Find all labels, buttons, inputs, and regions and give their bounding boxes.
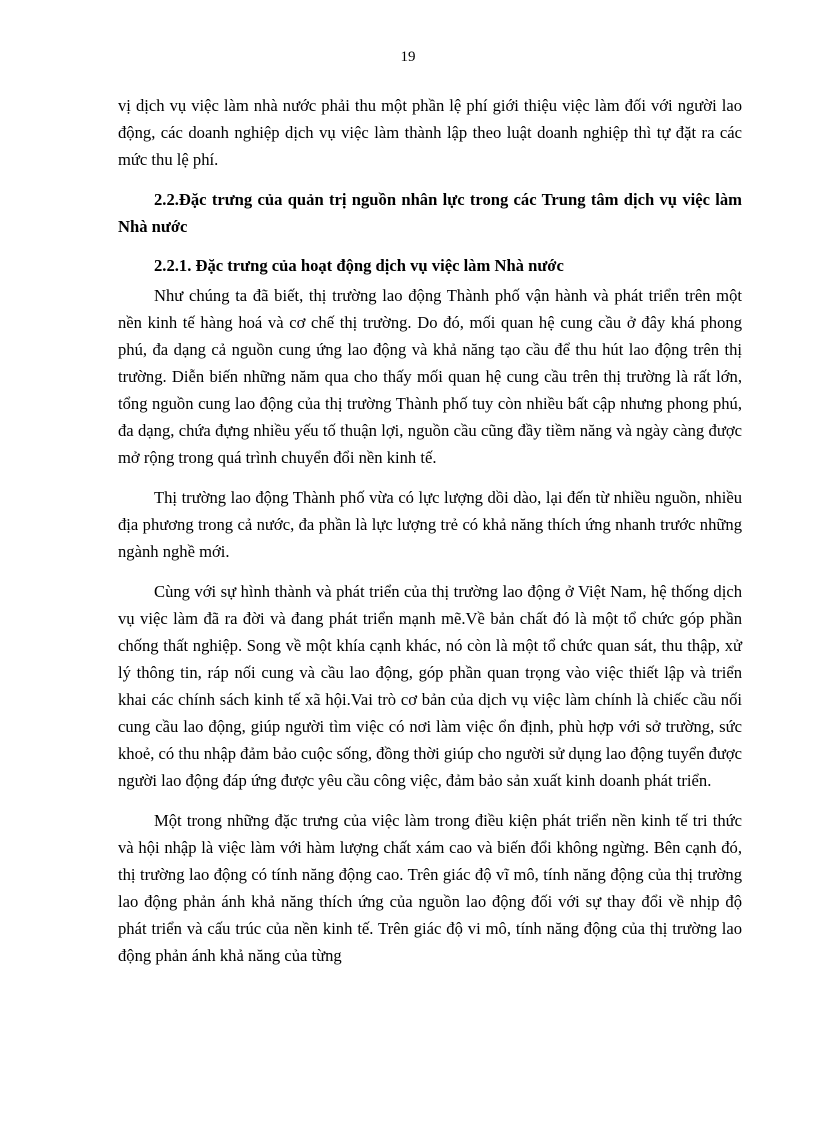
paragraph-employment-services: Cùng với sự hình thành và phát triển của thị trường lao động ở Việt Nam, hệ thống dịch vụ việc làm đã ra đời và đang phát triển mạnh mẽ.Về bản chất đó là một tổ chức góp phần chống thất nghiệp. Song về một khía cạnh khác, nó còn là một tổ chức quan sát, thu thập, xử lý thông tin, ráp nối cung và cầu lao động, góp phần quan trọng vào việc thiết lập và triển khai các chính sách kinh tế xã hội.Vai trò cơ bản của dịch vụ việc làm chính là chiếc cầu nối cung cầu lao động, giúp người tìm việc có nơi làm việc ổn định, phù hợp với sở trường, sức khoẻ, có thu nhập đảm bảo cuộc sống, đồng thời giúp cho người sử dụng lao động tuyển được người lao động đáp ứng được yêu cầu công việc, đảm bảo sản xuất kinh doanh phát triển. <box>118 582 742 790</box>
paragraph-labor-force: Thị trường lao động Thành phố vừa có lực lượng dồi dào, lại đến từ nhiều nguồn, nhiều địa phương trong cả nước, đa phần là lực lượng trẻ có khả năng thích ứng nhanh trước những ngành nghề mới. <box>118 488 742 561</box>
paragraph-knowledge-economy: Một trong những đặc trưng của việc làm trong điều kiện phát triển nền kinh tế tri thức và hội nhập là việc làm với hàm lượng chất xám cao và biến đổi không ngừng. Bên cạnh đó, thị trường lao động có tính năng động cao. Trên giác độ vĩ mô, tính năng động của thị trường lao động phản ánh khả năng thích ứng của nguồn lao động đối với sự thay đổi về nhịp độ phát triển và cấu trúc của nền kinh tế. Trên giác độ vi mô, tính năng động của thị trường lao động phản ánh khả năng của từng <box>118 811 742 965</box>
subsection-heading-2-2-1: 2.2.1. Đặc trưng của hoạt động dịch vụ việc làm Nhà nước <box>154 256 564 275</box>
page-body <box>118 92 742 969</box>
paragraph-continued: vị dịch vụ việc làm nhà nước phải thu một phần lệ phí giới thiệu việc làm đối với người lao động, các doanh nghiệp dịch vụ việc làm thành lập theo luật doanh nghiệp thì tự đặt ra các mức thu lệ phí. <box>118 96 742 169</box>
paragraph-labor-market: Như chúng ta đã biết, thị trường lao động Thành phố vận hành và phát triển trên một nền kinh tế hàng hoá và cơ chế thị trường. Do đó, mối quan hệ cung cầu ở đây khá phong phú, đa dạng cả nguồn cung ứng lao động và khả năng tạo cầu để thu hút lao động trên thị trường. Diễn biến những năm qua cho thấy mối quan hệ cung cầu trên thị trường là rất lớn, tổng nguồn cung lao động của thị trường Thành phố tuy còn nhiều bất cập nhưng phong phú, đa dạng, chứa đựng nhiều yếu tố thuận lợi, nguồn cầu cũng đầy tiềm năng và ngày càng được mở rộng trong quá trình chuyển đổi nền kinh tế. <box>118 286 742 467</box>
section-heading-2-2: 2.2.Đặc trưng của quản trị nguồn nhân lực trong các Trung tâm dịch vụ việc làm Nhà nước <box>118 190 742 236</box>
page-number: 19 <box>400 49 416 65</box>
